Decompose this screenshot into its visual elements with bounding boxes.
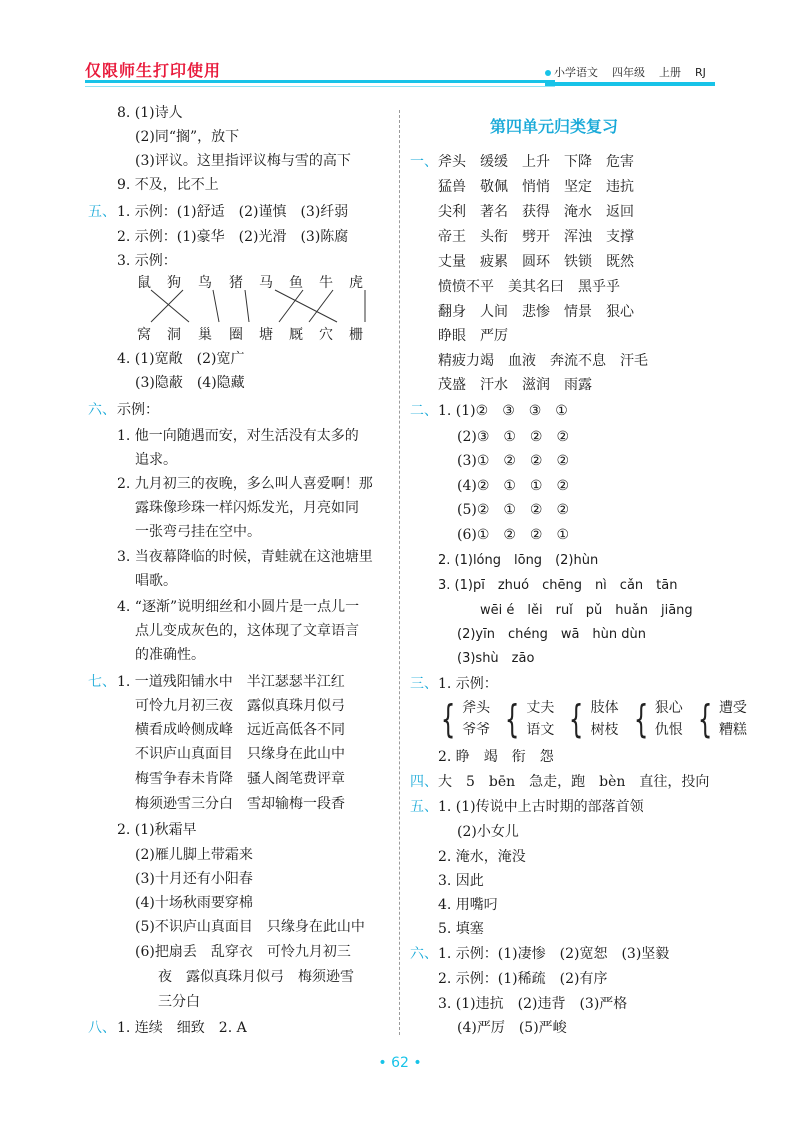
match-word-top: 鼠 [137,275,151,291]
brace-word: 肢体 [590,700,619,716]
answer-line: 1. 一道残阳铺水中 半江瑟瑟半江红 [117,674,345,690]
brace-word-groups [436,697,747,741]
brace-icon: { [440,697,456,741]
answer-line: 3. (1)pī zhuó chēng nì cǎn tān [438,578,678,593]
match-word-bottom: 圈 [229,327,243,343]
answer-line: 三分白 [158,994,200,1010]
section-number: 六、 [410,946,438,962]
answer-line: 梅雪争春未肯降 骚人阁笔费评章 [135,771,345,787]
match-word-bottom: 穴 [319,327,333,343]
answer-line: 丈量 疲累 圆环 铁锁 既然 [438,254,634,270]
answer-line: (3)评议。这里指评议梅与雪的高下 [135,153,351,169]
match-word-top: 牛 [319,275,333,291]
header-rule [85,80,555,83]
answer-line: 唱歌。 [135,573,177,589]
brace-word: 斧头 [462,700,491,716]
brace-group [629,697,683,741]
answer-line: 4. (1)宽敞 (2)宽广 [117,351,245,367]
answer-line: 梅须逊雪三分白 雪却输梅一段香 [135,796,345,812]
answer-line: 1. (1)传说中上古时期的部落首领 [438,799,644,815]
brace-group [436,697,490,741]
answer-line: (4)十场秋雨要穿棉 [135,895,253,911]
answer-line: 大 5 bēn 急走，跑 bèn 直往，投向 [438,774,710,790]
brace-word: 狠心 [654,700,683,716]
answer-line: 1. (1)② ③ ③ ① [438,403,568,419]
answer-line: (4)② ① ① ② [457,478,570,494]
answer-line: 1. 示例：(1)凄惨 (2)宽恕 (3)坚毅 [438,946,670,962]
match-word-bottom: 塘 [259,327,273,343]
match-word-bottom: 栅 [349,327,363,343]
match-word-top: 狗 [167,275,181,291]
unit-title: 第四单元归类复习 [490,117,619,136]
brace-icon: { [505,697,520,741]
answer-line: 1. 连续 细致 2. A [117,1020,247,1036]
brace-icon: { [633,697,648,741]
grade-label: 四年级 [612,66,645,79]
answer-line: 的准确性。 [135,647,205,663]
answer-line: 帝王 头衔 劈开 浑浊 支撑 [438,229,634,245]
header-rule-thin [85,86,555,87]
page-header [0,0,800,100]
answer-line: 斧头 缓缓 上升 下降 危害 [438,154,634,170]
answer-line: 2. 九月初三的夜晚，多么叫人喜爱啊！那 [117,476,373,492]
answer-line: 3. 因此 [438,873,484,889]
answer-line: 3. 当夜幕降临的时候，青蛙就在这池塘里 [117,549,373,565]
answer-line: 夜 露似真珠月似弓 梅须逊雪 [158,969,354,985]
answer-line: 1. 示例：(1)舒适 (2)谨慎 (3)纤弱 [117,204,349,220]
section-number: 二、 [410,403,438,419]
section-number: 三、 [410,676,438,692]
answer-line: 4. “逐渐”说明细丝和小圆片是一点儿一 [117,599,360,615]
answer-line: 精疲力竭 血液 奔流不息 汗毛 [438,353,648,369]
answer-line: 尖利 著名 获得 淹水 返回 [438,204,634,220]
brace-word: 爷爷 [462,722,491,738]
answer-line: (5)② ① ② ② [457,502,570,518]
answer-line: (2)同“搁”，放下 [135,129,240,145]
edition-label: RJ [695,65,706,79]
bullet-icon [545,70,551,76]
section-number: 六、 [88,402,116,418]
answer-line: 2. 示例：(1)稀疏 (2)有序 [438,971,608,987]
section-number: 四、 [410,774,438,790]
answer-line: (6)① ② ② ① [457,527,570,543]
brace-icon: { [569,697,584,741]
section-number: 一、 [410,154,438,170]
answer-line: wēi é lěi ruǐ pǔ huǎn jiāng [480,603,693,618]
answer-line: 一张弯弓挂在空中。 [135,524,261,540]
answer-line: (3)隐蔽 (4)隐藏 [135,375,245,391]
header-right-rule [545,82,715,86]
section-number: 五、 [410,799,438,815]
answer-line: 5. 填塞 [438,921,484,937]
section-number: 五、 [88,204,116,220]
match-word-bottom: 窝 [137,327,151,343]
answer-line: 点儿变成灰色的，这体现了文章语言 [135,623,359,639]
answer-line: 3. (1)违抗 (2)违背 (3)严格 [438,996,628,1012]
answer-line: (5)不识庐山真面目 只缘身在此山中 [135,919,365,935]
subject-label: 小学语文 [545,64,598,80]
answer-line: 横看成岭侧成峰 远近高低各不同 [135,722,345,738]
book-info [545,64,706,80]
answer-line: 2. (1)lóng lōng (2)hùn [438,553,599,568]
answer-line: (3)shù zāo [457,651,535,666]
page-number: • 62 • [378,1055,422,1071]
answer-line: 愤愤不平 美其名曰 黑乎乎 [438,279,620,295]
answer-line: 1. 示例： [438,676,498,692]
match-word-top: 猪 [229,275,243,291]
matching-diagram [137,272,377,344]
answer-line: 茂盛 汗水 滋润 雨露 [438,377,592,393]
watermark-title: 仅限师生打印使用 [85,61,222,80]
answer-line: 不识庐山真面目 只缘身在此山中 [135,746,345,762]
match-word-bottom: 洞 [167,327,181,343]
match-word-top: 马 [259,275,273,291]
answer-line: 睁眼 严厉 [438,328,508,344]
brace-word: 树枝 [590,722,619,738]
answer-line: (2)小女儿 [457,824,519,840]
answer-line: 可怜九月初三夜 露似真珠月似弓 [135,698,345,714]
answer-line: (3)十月还有小阳春 [135,871,253,887]
answer-line: (4)严厉 (5)严峻 [457,1020,567,1036]
term-label: 上册 [659,66,681,79]
brace-group [500,697,554,741]
answer-line: 2. 示例：(1)豪华 (2)光滑 (3)陈腐 [117,229,349,245]
answer-line: 8. (1)诗人 [117,105,183,121]
answer-line: 9. 不及，比不上 [117,177,219,193]
answer-line: 2. 淹水，淹没 [438,849,526,865]
answer-line: (3)① ② ② ② [457,453,570,469]
answer-line: (2)③ ① ② ② [457,429,570,445]
answer-line: (6)把扇丢 乱穿衣 可怜九月初三 [135,944,351,960]
column-divider [399,110,400,1035]
brace-word: 仇恨 [654,722,683,738]
section-number: 七、 [88,674,116,690]
brace-word: 遭受 [718,700,747,716]
answer-line: 2. (1)秋霜早 [117,822,197,838]
answer-line: 示例： [117,402,159,418]
answer-line: 翻身 人间 悲惨 情景 狠心 [438,304,634,320]
answer-line: (2)yīn chéng wā hùn dùn [457,627,647,642]
answer-line: 猛兽 敬佩 悄悄 坚定 违抗 [438,179,634,195]
match-word-bottom: 厩 [289,327,303,343]
answer-line: 露珠像珍珠一样闪烁发光，月亮如同 [135,500,359,516]
brace-group [693,697,747,741]
brace-icon: { [697,697,713,741]
match-word-top: 鸟 [198,275,212,291]
answer-line: 4. 用嘴叼 [438,897,498,913]
answer-line: 1. 他一向随遇而安，对生活没有太多的 [117,428,359,444]
brace-word: 糟糕 [718,722,747,738]
answer-line: 追求。 [135,452,177,468]
answer-line: (2)雁儿脚上带霜来 [135,847,253,863]
brace-word: 丈夫 [526,700,555,716]
match-word-top: 虎 [349,275,363,291]
answer-line: 3. 示例： [117,253,177,269]
brace-group [564,697,618,741]
match-word-bottom: 巢 [198,327,212,343]
answer-line: 2. 睁 竭 衔 怨 [438,749,554,765]
section-number: 八、 [88,1020,116,1036]
match-word-top: 鱼 [289,275,303,291]
brace-word: 语文 [526,722,555,738]
